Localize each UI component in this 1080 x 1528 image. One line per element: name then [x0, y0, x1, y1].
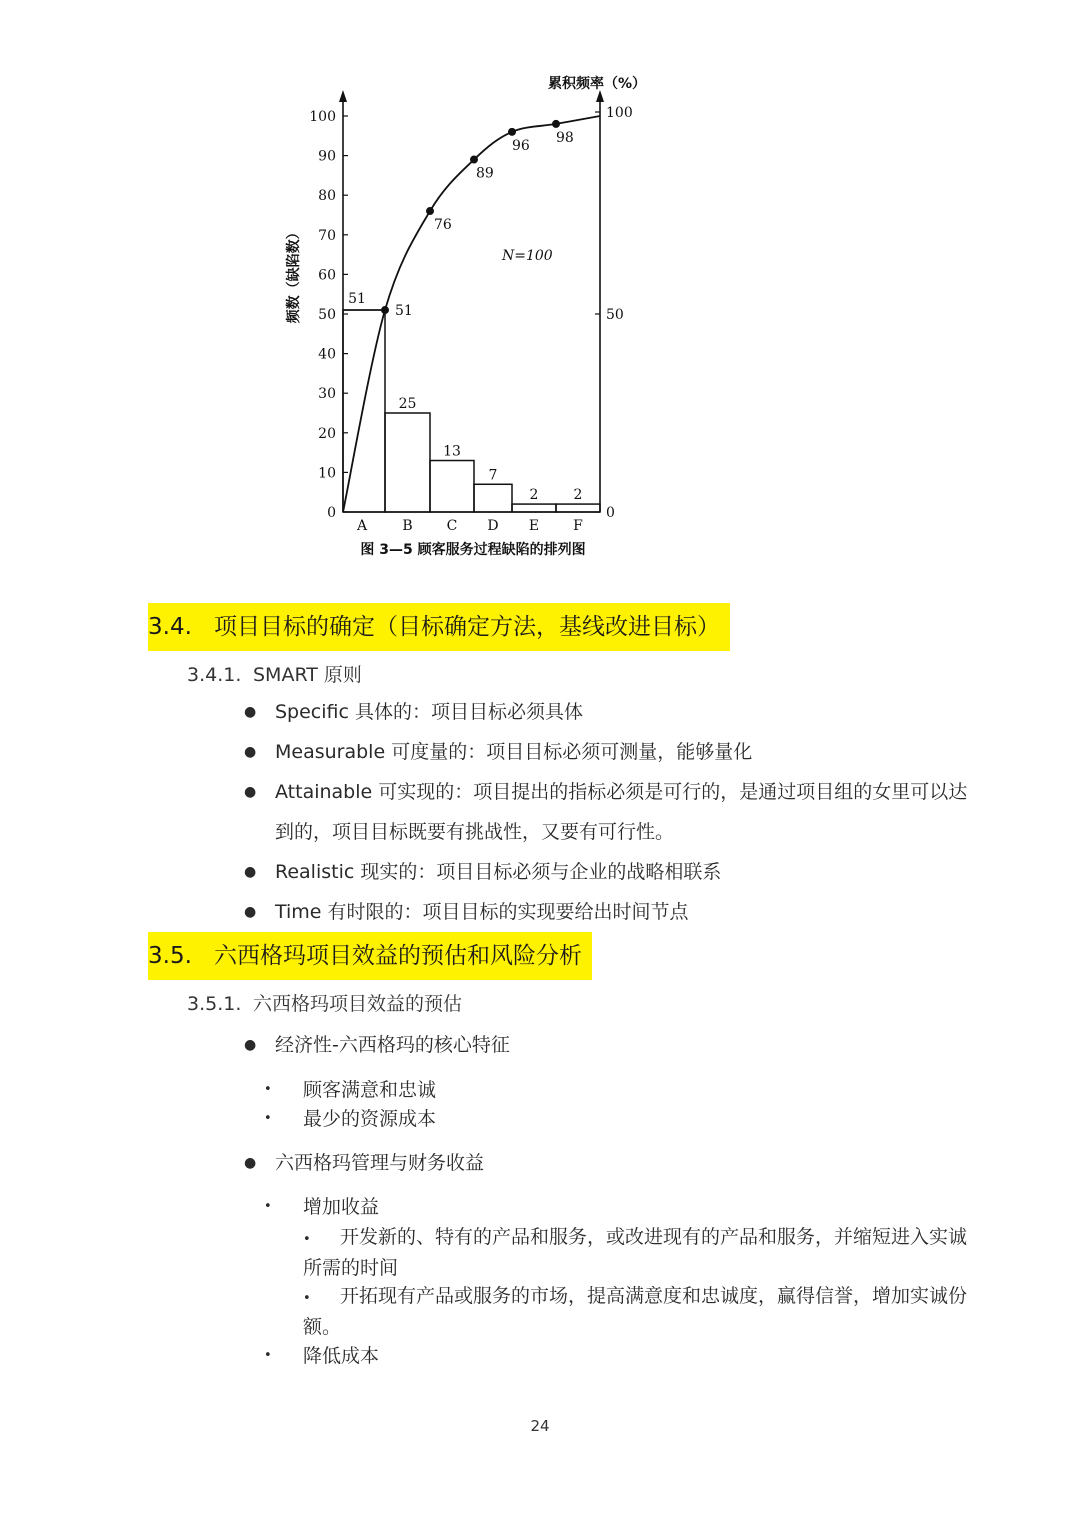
sub-list-item-text: 降低成本 — [303, 1345, 380, 1367]
cumulative-label: 51 — [395, 303, 413, 320]
cumulative-point — [508, 128, 516, 136]
section-number: 3.4. — [148, 614, 192, 640]
subsection-number: 3.4.1. — [187, 664, 242, 686]
x-tick-label: A — [356, 518, 368, 534]
small-bullet-icon: • — [264, 1348, 272, 1363]
list-item-text: Measurable 可度量的：项目目标必须可测量，能够量化 — [275, 741, 753, 763]
sub-list-item — [264, 1192, 984, 1222]
y-tick-label-left: 30 — [318, 386, 336, 403]
y-tick-label-left: 70 — [318, 227, 336, 244]
small-bullet-icon: • — [264, 1111, 272, 1126]
list-item-text: Specific 具体的：项目目标必须具体 — [275, 701, 583, 723]
paragraph — [303, 1282, 983, 1342]
y-tick-label-left: 90 — [318, 148, 336, 165]
cumulative-label: 76 — [434, 217, 452, 234]
bar — [512, 504, 556, 512]
pareto-chart-figure — [270, 68, 690, 568]
subsection-number: 3.5.1. — [187, 993, 242, 1015]
list-item-text: Time 有时限的：项目目标的实现要给出时间节点 — [275, 901, 689, 923]
page-number: 24 — [530, 1417, 550, 1435]
y-tick-label-left: 40 — [318, 346, 336, 363]
chart-annotation: N=100 — [502, 248, 553, 264]
sub-list-item — [264, 1104, 984, 1134]
list-item — [244, 852, 984, 892]
subsection-heading-3-5-1 — [187, 989, 462, 1016]
section-heading-3-5 — [148, 932, 592, 980]
bullet-icon: ● — [244, 904, 257, 920]
chart-title: 图 3—5 顾客服务过程缺陷的排列图 — [360, 542, 586, 558]
subsection-title: 六西格玛项目效益的预估 — [253, 993, 463, 1015]
section-number: 3.5. — [148, 943, 192, 969]
arrow-up-icon — [339, 90, 347, 102]
list-item-text: 六西格玛管理与财务收益 — [275, 1152, 485, 1174]
subsection-title: SMART 原则 — [253, 664, 362, 686]
bar — [385, 413, 430, 512]
bullet-icon: ● — [244, 784, 257, 800]
y-tick-label-right: 0 — [606, 505, 615, 521]
bullet-icon: ● — [244, 1155, 257, 1171]
list-item-text: 经济性-六西格玛的核心特征 — [275, 1034, 510, 1056]
list-item — [244, 732, 984, 772]
y-tick-label-right: 100 — [606, 105, 633, 121]
bar — [430, 461, 474, 512]
sub-list-item — [264, 1075, 984, 1105]
bar-value-label: 25 — [398, 396, 417, 412]
sub-list-item-text: 顾客满意和忠诚 — [303, 1079, 437, 1101]
y-tick-label-left: 100 — [309, 109, 336, 125]
x-tick-label: D — [487, 518, 499, 534]
x-tick-label: C — [446, 518, 458, 534]
bar-value-label: 7 — [488, 467, 498, 484]
bullet-icon: ● — [244, 1037, 257, 1053]
bullet-icon: ● — [244, 744, 257, 760]
bar-value-label: 2 — [573, 487, 583, 504]
bar-value-label: 13 — [443, 443, 461, 460]
list-item — [244, 892, 984, 932]
cumulative-point — [426, 207, 434, 215]
pareto-chart — [270, 68, 690, 568]
bullet-icon: ● — [244, 704, 257, 720]
bar — [556, 504, 600, 512]
sub-list-item — [264, 1341, 984, 1371]
subsection-heading-3-4-1 — [187, 660, 362, 687]
small-bullet-icon: • — [264, 1082, 272, 1097]
y-tick-label-left: 80 — [318, 188, 336, 205]
list-item — [244, 1143, 984, 1183]
y-tick-label-left: 20 — [318, 425, 336, 442]
section-title: 六西格玛项目效益的预估和风险分析 — [214, 943, 582, 969]
small-bullet-icon: • — [303, 1232, 311, 1247]
y-tick-label-right: 50 — [606, 307, 624, 323]
cumulative-point — [552, 120, 560, 128]
bullet-icon: ● — [244, 864, 257, 880]
y-axis-title-left: 频数（缺陷数） — [286, 225, 302, 324]
sub-list-item-text: 增加收益 — [303, 1196, 380, 1218]
list-item-text: Realistic 现实的：项目目标必须与企业的战略相联系 — [275, 861, 722, 883]
list-item — [244, 692, 984, 732]
bar — [474, 484, 512, 512]
bar-value-label: 51 — [348, 291, 366, 308]
paragraph-text: 开发新的、特有的产品和服务，或改进现有的产品和服务，并缩短进入实诚所需的时间 — [303, 1226, 968, 1279]
x-tick-label: E — [528, 518, 540, 534]
list-item-text: Attainable 可实现的：项目提出的指标必须是可行的，是通过项目组的女里可以达到的，项目目标既要有挑战性，又要有可行性。 — [275, 781, 968, 843]
y-tick-label-left: 0 — [327, 505, 336, 521]
y-tick-label-left: 60 — [318, 267, 336, 284]
x-tick-label: F — [573, 518, 583, 534]
paragraph-text: 开拓现有产品或服务的市场，提高满意度和忠诚度，赢得信誉，增加实诚份额。 — [303, 1285, 968, 1338]
cumulative-label: 89 — [476, 165, 494, 182]
cumulative-line — [343, 116, 600, 512]
section-title: 项目目标的确定（目标确定方法，基线改进目标） — [214, 614, 720, 640]
y-tick-label-left: 10 — [318, 465, 336, 482]
bar-value-label: 2 — [529, 487, 539, 504]
y-tick-label-left: 50 — [318, 307, 336, 323]
paragraph — [303, 1223, 983, 1283]
x-tick-label: B — [402, 518, 413, 534]
y-axis-title-right: 累积频率（%） — [547, 76, 647, 92]
cumulative-label: 96 — [512, 137, 530, 154]
cumulative-point — [470, 156, 478, 164]
small-bullet-icon: • — [303, 1291, 311, 1306]
cumulative-label: 98 — [556, 129, 574, 146]
small-bullet-icon: • — [264, 1199, 272, 1214]
list-item — [244, 1025, 984, 1065]
list-item — [244, 772, 984, 852]
sub-list-item-text: 最少的资源成本 — [303, 1108, 437, 1130]
section-heading-3-4 — [148, 603, 730, 651]
